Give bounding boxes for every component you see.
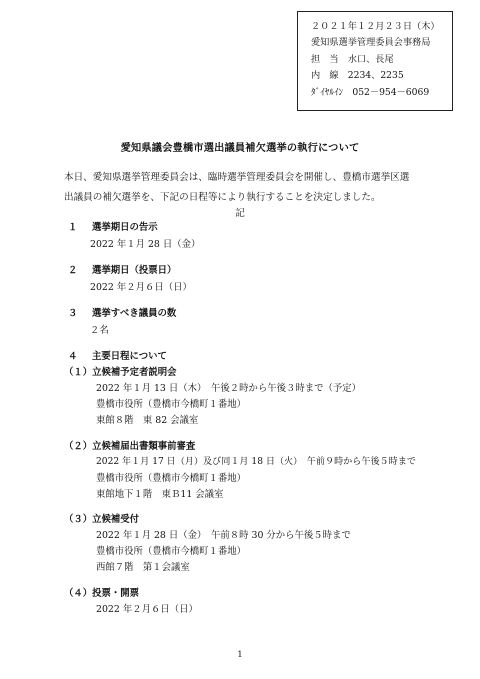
schedule-4-line-1: 2022 年２月６日（日） — [96, 604, 198, 615]
schedule-2-line-3: 東館地下１階 東Ｂ11 会議室 — [96, 489, 224, 500]
contact-date: ２０２１年１２月２３日（木） — [311, 21, 440, 32]
schedule-3-line-2: 豊橋市役所（豊橋市今橋町１番地） — [96, 546, 247, 557]
schedule-4-number: （４） — [64, 588, 93, 599]
contact-office: 愛知県選挙管理委員会事務局 — [311, 37, 431, 49]
section-3-title: 選挙すべき議員の数 — [92, 308, 177, 319]
document-title: 愛知県議会豊橋市選出議員補欠選挙の執行について — [120, 143, 360, 154]
schedule-3-number: （３） — [64, 514, 93, 525]
section-1-heading — [68, 219, 158, 233]
section-4-heading — [68, 348, 167, 362]
contact-staff: 担 当 水口、長尾 — [311, 53, 394, 65]
intro-paragraph — [64, 168, 444, 208]
schedule-3-title: 立候補受付 — [92, 514, 140, 525]
schedule-1-line-3: 東館８階 東 82 会議室 — [96, 415, 199, 426]
section-1-number: １ — [68, 222, 78, 233]
section-1-body: 2022 年１月 28 日（金） — [90, 239, 201, 250]
schedule-1-number: （１） — [64, 367, 93, 378]
schedule-2-title: 立候補届出書類事前審査 — [92, 441, 196, 452]
section-3-number: ３ — [68, 308, 78, 319]
section-2-title: 選挙期日（投票日） — [92, 265, 177, 276]
contact-box — [297, 11, 453, 111]
schedule-2-heading — [64, 438, 195, 452]
contact-extension: 内 線 2234、2235 — [311, 70, 404, 82]
contact-direct-line: ﾀﾞｲﾔﾙｲﾝ 052－954－6069 — [311, 86, 430, 98]
section-3-body: ２名 — [90, 325, 109, 336]
intro-line-2: 出議員の補欠選挙を、下記の日程等により執行することを決定しました。 — [64, 192, 381, 203]
schedule-3-heading — [64, 511, 139, 525]
section-1-title: 選挙期日の告示 — [92, 222, 158, 233]
page-number: 1 — [237, 650, 243, 660]
schedule-1-heading — [64, 364, 177, 378]
section-3-heading — [68, 305, 176, 319]
schedule-2-line-1: 2022 年１月 17 日（月）及び同１月 18 日（火） 午前９時から午後５時まで — [96, 457, 416, 467]
schedule-1-line-1: 2022 年１月 13 日（木） 午後２時から午後３時まで（予定） — [96, 383, 362, 394]
schedule-3-line-1: 2022 年１月 28 日（金） 午前８時 30 分から午後５時まで — [96, 530, 351, 541]
schedule-1-title: 立候補予定者説明会 — [92, 367, 177, 378]
section-4-title: 主要日程について — [92, 351, 167, 362]
section-2-body: 2022 年２月６日（日） — [90, 282, 192, 293]
section-4-number: ４ — [68, 351, 78, 362]
schedule-2-number: （２） — [64, 441, 93, 452]
intro-line-1: 本日、愛知県選挙管理委員会は、臨時選挙管理委員会を開催し、豊橋市選挙区選 — [64, 172, 410, 183]
schedule-4-heading — [64, 585, 139, 599]
schedule-2-line-2: 豊橋市役所（豊橋市今橋町１番地） — [96, 473, 247, 484]
section-2-heading — [68, 262, 176, 276]
ki-marker: 記 — [235, 208, 245, 219]
schedule-1-line-2: 豊橋市役所（豊橋市今橋町１番地） — [96, 399, 247, 410]
schedule-4-title: 投票・開票 — [92, 588, 140, 599]
section-2-number: ２ — [68, 265, 78, 276]
schedule-3-line-3: 西館７階 第１会議室 — [96, 562, 190, 573]
